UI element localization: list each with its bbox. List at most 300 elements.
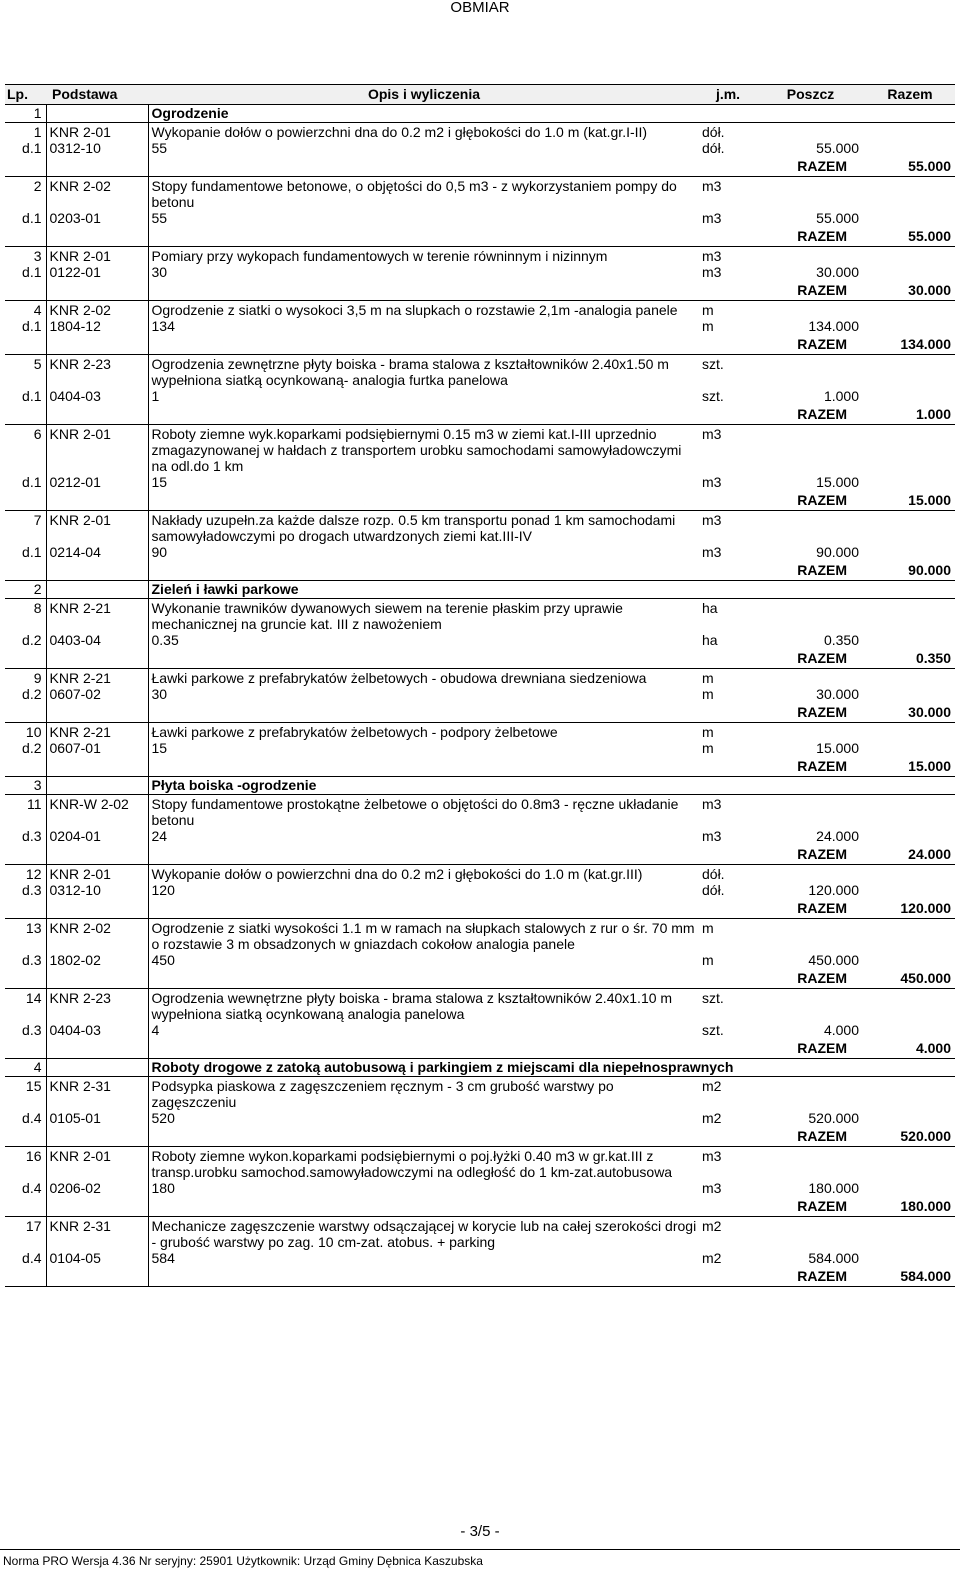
razem-lp-empty [5,562,46,581]
table-row [5,989,955,1023]
razem-opis-empty [148,492,700,511]
position-department: d.3 [22,882,42,898]
calc-poszcz-value: 0.350 [823,632,859,648]
position-razem-empty [865,1077,955,1111]
table-row [5,562,955,581]
razem-lp-empty [5,406,46,425]
calc-razem-empty [865,318,955,336]
razem-label: RAZEM [756,158,865,177]
section-title: Płyta boiska -ogrodzenie [148,777,955,795]
table-row [5,846,955,865]
position-poszcz-empty [756,177,865,211]
calc-poszcz-value: 520.000 [808,1110,859,1126]
razem-value: 24.000 [865,846,955,865]
razem-lp-empty [5,758,46,777]
column-header-poszcz: Poszcz [756,85,865,105]
table-row [5,210,955,228]
razem-lp-empty [5,1198,46,1217]
table-row [5,1268,955,1287]
position-description: Ogrodzenia zewnętrzne płyty boiska - brama stalowa z kształtowników 2.40x1.50 m wypełniona siatką ocynkowaną- analogia furtka panelowa [148,355,700,389]
table-row [5,1250,955,1268]
position-unit: m3 [702,512,722,528]
calc-razem-empty [865,1250,955,1268]
calc-razem-empty [865,882,955,900]
razem-jm-empty [700,336,756,355]
footer-text: Norma PRO Wersja 4.36 Nr seryjny: 25901 Użytkownik: Urząd Gminy Dębnica Kaszubska [3,1554,483,1568]
table-row [5,828,955,846]
position-code: KNR 2-23 [46,989,148,1023]
position-description: Wykonanie trawników dywanowych siewem na terenie płaskim przy uprawie mechanicznej na gruncie kat. III z nawożeniem [148,599,700,633]
calc-unit: dół. [702,140,725,156]
position-department: d.3 [22,952,42,968]
table-row [5,228,955,247]
section-row [5,105,955,123]
razem-podstawa-empty [46,970,148,989]
calc-razem-empty [865,952,955,970]
position-unit: m2 [702,1218,722,1234]
position-code-catalog: 0122-01 [46,264,148,282]
calc-poszcz-value: 55.000 [816,210,859,226]
position-poszcz-empty [756,795,865,829]
calc-poszcz-value: 4.000 [823,1022,859,1038]
position-number: 12 [25,866,42,882]
calc-unit: ha [702,632,718,648]
razem-label: RAZEM [756,650,865,669]
calc-razem-empty [865,388,955,406]
position-poszcz-empty [756,1217,865,1251]
position-razem-empty [865,177,955,211]
razem-opis-empty [148,1268,700,1287]
position-razem-empty [865,1217,955,1251]
razem-label: RAZEM [756,228,865,247]
table-row [5,406,955,425]
razem-podstawa-empty [46,704,148,723]
position-unit: m3 [702,248,722,264]
section-podstawa-empty [46,777,148,795]
position-poszcz-empty [756,919,865,953]
position-code: KNR 2-31 [46,1217,148,1251]
position-razem-empty [865,425,955,475]
calc-expression: 24 [148,828,700,846]
section-title: Ogrodzenie [148,105,955,123]
table-row [5,123,955,141]
table-row [5,336,955,355]
razem-label: RAZEM [756,1268,865,1287]
table-row [5,301,955,319]
calc-poszcz-value: 584.000 [808,1250,859,1266]
calc-poszcz-value: 30.000 [816,264,859,280]
position-code-catalog: 0206-02 [46,1180,148,1198]
razem-jm-empty [700,1268,756,1287]
calc-expression: 180 [148,1180,700,1198]
calc-unit: m [702,740,714,756]
section-title: Zieleń i ławki parkowe [148,581,955,599]
table-row [5,686,955,704]
razem-label: RAZEM [756,1128,865,1147]
position-code: KNR 2-02 [46,177,148,211]
position-department: d.4 [22,1110,42,1126]
table-row [5,247,955,265]
position-department: d.1 [22,318,42,334]
position-code-catalog: 0404-03 [46,388,148,406]
position-code-catalog: 0105-01 [46,1110,148,1128]
calc-razem-empty [865,828,955,846]
position-unit: m3 [702,178,722,194]
table-row [5,1040,955,1059]
calc-unit: m3 [702,828,722,844]
calc-poszcz-value: 15.000 [816,474,859,490]
position-unit: m [702,302,714,318]
razem-label: RAZEM [756,970,865,989]
calc-unit: szt. [702,1022,724,1038]
column-header-jm: j.m. [700,85,756,105]
table-row [5,1077,955,1111]
razem-jm-empty [700,228,756,247]
section-number: 2 [5,581,46,599]
position-department: d.1 [22,210,42,226]
calc-razem-empty [865,1180,955,1198]
position-code: KNR 2-31 [46,1077,148,1111]
razem-podstawa-empty [46,846,148,865]
position-unit: szt. [702,990,724,1006]
razem-opis-empty [148,1198,700,1217]
position-poszcz-empty [756,123,865,141]
position-department: d.2 [22,632,42,648]
razem-lp-empty [5,970,46,989]
position-razem-empty [865,669,955,687]
table-row [5,599,955,633]
position-number: 8 [33,600,42,616]
position-code: KNR 2-01 [46,511,148,545]
razem-opis-empty [148,406,700,425]
razem-opis-empty [148,704,700,723]
razem-opis-empty [148,1040,700,1059]
position-code-catalog: 0607-01 [46,740,148,758]
position-code-catalog: 0607-02 [46,686,148,704]
table-row [5,795,955,829]
razem-jm-empty [700,846,756,865]
section-row [5,1059,955,1077]
calc-razem-empty [865,740,955,758]
position-department: d.1 [22,264,42,280]
position-poszcz-empty [756,669,865,687]
calc-unit: m [702,686,714,702]
position-description: Ogrodzenia wewnętrzne płyty boiska - brama stalowa z kształtowników 2.40x1.10 m wypełniona siatką ocynkowaną analogia panelowa [148,989,700,1023]
position-number: 10 [25,724,42,740]
calc-expression: 584 [148,1250,700,1268]
position-razem-empty [865,989,955,1023]
razem-label: RAZEM [756,704,865,723]
razem-podstawa-empty [46,282,148,301]
razem-lp-empty [5,900,46,919]
calc-razem-empty [865,140,955,158]
calc-unit: m3 [702,1180,722,1196]
razem-value: 55.000 [865,228,955,247]
razem-jm-empty [700,650,756,669]
calc-razem-empty [865,686,955,704]
position-number: 13 [25,920,42,936]
calc-poszcz-value: 15.000 [816,740,859,756]
table-row [5,425,955,475]
calc-expression: 120 [148,882,700,900]
position-poszcz-empty [756,301,865,319]
calc-unit: m2 [702,1250,722,1266]
section-row [5,777,955,795]
position-poszcz-empty [756,865,865,883]
calc-expression: 4 [148,1022,700,1040]
position-department: d.4 [22,1250,42,1266]
position-number: 1 [33,124,42,140]
calc-poszcz-value: 450.000 [808,952,859,968]
position-unit: szt. [702,356,724,372]
column-header-podstawa: Podstawa [46,85,148,105]
position-unit: m3 [702,1148,722,1164]
calc-poszcz-value: 30.000 [816,686,859,702]
razem-jm-empty [700,900,756,919]
razem-label: RAZEM [756,1040,865,1059]
table-row [5,952,955,970]
razem-jm-empty [700,704,756,723]
table-row [5,970,955,989]
calc-unit: m [702,952,714,968]
position-number: 2 [33,178,42,194]
razem-label: RAZEM [756,758,865,777]
calc-razem-empty [865,1022,955,1040]
position-code-catalog: 0403-04 [46,632,148,650]
position-unit: m [702,920,714,936]
table-row [5,1198,955,1217]
table-row [5,1022,955,1040]
razem-opis-empty [148,282,700,301]
calc-razem-empty [865,474,955,492]
position-code: KNR 2-21 [46,723,148,741]
position-description: Ogrodzenie z siatki o wysokoci 3,5 m na slupkach o rozstawie 2,1m -analogia panele [148,301,700,319]
razem-podstawa-empty [46,1040,148,1059]
calc-unit: szt. [702,388,724,404]
position-code-catalog: 0312-10 [46,140,148,158]
position-department: d.1 [22,544,42,560]
razem-opis-empty [148,650,700,669]
page-number: - 3/5 - [460,1523,500,1540]
table-row [5,388,955,406]
position-poszcz-empty [756,425,865,475]
position-description: Roboty ziemne wyk.koparkami podsiębiernymi 0.15 m3 w ziemi kat.I-III uprzednio zmagazynowanej w hałdach z transportem urobku samochodami samowyładowczymi na odl.do 1 km [148,425,700,475]
calc-expression: 90 [148,544,700,562]
razem-podstawa-empty [46,758,148,777]
position-department: d.2 [22,686,42,702]
razem-lp-empty [5,846,46,865]
razem-jm-empty [700,1198,756,1217]
razem-label: RAZEM [756,336,865,355]
table-row [5,740,955,758]
razem-value: 134.000 [865,336,955,355]
table-header-row [5,85,955,105]
razem-podstawa-empty [46,406,148,425]
razem-podstawa-empty [46,1268,148,1287]
position-description: Wykopanie dołów o powierzchni dna do 0.2 m2 i głębokości do 1.0 m (kat.gr.III) [148,865,700,883]
razem-value: 15.000 [865,492,955,511]
position-number: 14 [25,990,42,1006]
section-podstawa-empty [46,105,148,123]
position-description: Roboty ziemne wykon.koparkami podsiębiernymi o poj.łyżki 0.40 m3 w gr.kat.III z transp.urobku samochod.samowyładowczymi na odległość do 1 km-zat.autobusowa [148,1147,700,1181]
calc-expression: 55 [148,210,700,228]
table-row [5,158,955,177]
razem-podstawa-empty [46,336,148,355]
position-code: KNR-W 2-02 [46,795,148,829]
razem-jm-empty [700,406,756,425]
position-number: 16 [25,1148,42,1164]
table-row [5,544,955,562]
table-row [5,1217,955,1251]
position-razem-empty [865,355,955,389]
position-code: KNR 2-01 [46,123,148,141]
razem-value: 520.000 [865,1128,955,1147]
razem-value: 584.000 [865,1268,955,1287]
table-row [5,177,955,211]
table-row [5,758,955,777]
calc-expression: 0.35 [148,632,700,650]
position-number: 15 [25,1078,42,1094]
section-podstawa-empty [46,1059,148,1077]
table-row [5,1147,955,1181]
table-row [5,919,955,953]
calc-expression: 134 [148,318,700,336]
calc-poszcz-value: 134.000 [808,318,859,334]
calc-expression: 520 [148,1110,700,1128]
razem-label: RAZEM [756,282,865,301]
calc-unit: m3 [702,210,722,226]
calc-expression: 55 [148,140,700,158]
section-podstawa-empty [46,581,148,599]
razem-lp-empty [5,282,46,301]
razem-lp-empty [5,158,46,177]
table-row [5,1110,955,1128]
calc-poszcz-value: 90.000 [816,544,859,560]
razem-opis-empty [148,846,700,865]
position-number: 11 [26,796,42,812]
razem-label: RAZEM [756,1198,865,1217]
razem-podstawa-empty [46,492,148,511]
razem-value: 4.000 [865,1040,955,1059]
position-description: Ławki parkowe z prefabrykatów żelbetowych - obudowa drewniana siedzeniowa [148,669,700,687]
razem-jm-empty [700,758,756,777]
table-row [5,355,955,389]
razem-jm-empty [700,1128,756,1147]
razem-lp-empty [5,650,46,669]
position-number: 5 [33,356,42,372]
position-description: Wykopanie dołów o powierzchni dna do 0.2 m2 i głębokości do 1.0 m (kat.gr.I-II) [148,123,700,141]
calc-expression: 15 [148,740,700,758]
razem-value: 180.000 [865,1198,955,1217]
calc-poszcz-value: 1.000 [823,388,859,404]
position-razem-empty [865,795,955,829]
position-code-catalog: 0204-01 [46,828,148,846]
position-number: 17 [25,1218,42,1234]
position-poszcz-empty [756,1077,865,1111]
position-razem-empty [865,123,955,141]
position-department: d.3 [22,1022,42,1038]
razem-opis-empty [148,336,700,355]
table-row [5,140,955,158]
table-body [5,105,955,1287]
razem-value: 30.000 [865,704,955,723]
position-code-catalog: 0404-03 [46,1022,148,1040]
razem-label: RAZEM [756,406,865,425]
position-department: d.1 [22,140,42,156]
razem-lp-empty [5,1128,46,1147]
position-unit: m2 [702,1078,722,1094]
razem-lp-empty [5,704,46,723]
calc-expression: 450 [148,952,700,970]
position-razem-empty [865,919,955,953]
position-code: KNR 2-21 [46,669,148,687]
razem-lp-empty [5,1268,46,1287]
position-department: d.1 [22,474,42,490]
razem-label: RAZEM [756,562,865,581]
position-code: KNR 2-01 [46,865,148,883]
position-department: d.4 [22,1180,42,1196]
position-code-catalog: 0312-10 [46,882,148,900]
column-header-lp: Lp. [5,85,46,105]
position-description: Ogrodzenie z siatki wysokości 1.1 m w ramach na słupkach stalowych z rur o śr. 70 mm o rozstawie 3 m obsadzonych w gniazdach cokołow analogia panele [148,919,700,953]
calc-unit: m2 [702,1110,722,1126]
razem-podstawa-empty [46,900,148,919]
position-unit: ha [702,600,718,616]
table-row [5,264,955,282]
calc-expression: 30 [148,264,700,282]
position-unit: m [702,670,714,686]
table-row [5,1180,955,1198]
position-unit: m3 [702,426,722,442]
calc-unit: m [702,318,714,334]
position-code: KNR 2-23 [46,355,148,389]
section-title: Roboty drogowe z zatoką autobusową i parkingiem z miejscami dla niepełnosprawnych [148,1059,955,1077]
position-razem-empty [865,599,955,633]
calc-poszcz-value: 180.000 [808,1180,859,1196]
position-poszcz-empty [756,989,865,1023]
razem-podstawa-empty [46,1128,148,1147]
position-razem-empty [865,301,955,319]
table-row [5,511,955,545]
razem-jm-empty [700,562,756,581]
calc-unit: dół. [702,882,725,898]
position-razem-empty [865,865,955,883]
table-row [5,900,955,919]
calc-razem-empty [865,1110,955,1128]
section-number: 1 [5,105,46,123]
position-department: d.1 [22,388,42,404]
razem-podstawa-empty [46,1198,148,1217]
position-poszcz-empty [756,247,865,265]
razem-value: 0.350 [865,650,955,669]
calc-razem-empty [865,210,955,228]
table-row [5,669,955,687]
position-razem-empty [865,723,955,741]
razem-opis-empty [148,228,700,247]
razem-podstawa-empty [46,650,148,669]
position-razem-empty [865,1147,955,1181]
table-row [5,704,955,723]
calc-expression: 30 [148,686,700,704]
position-code: KNR 2-01 [46,425,148,475]
razem-label: RAZEM [756,846,865,865]
razem-jm-empty [700,1040,756,1059]
razem-jm-empty [700,282,756,301]
position-number: 4 [33,302,42,318]
razem-lp-empty [5,228,46,247]
section-number: 4 [5,1059,46,1077]
razem-value: 1.000 [865,406,955,425]
